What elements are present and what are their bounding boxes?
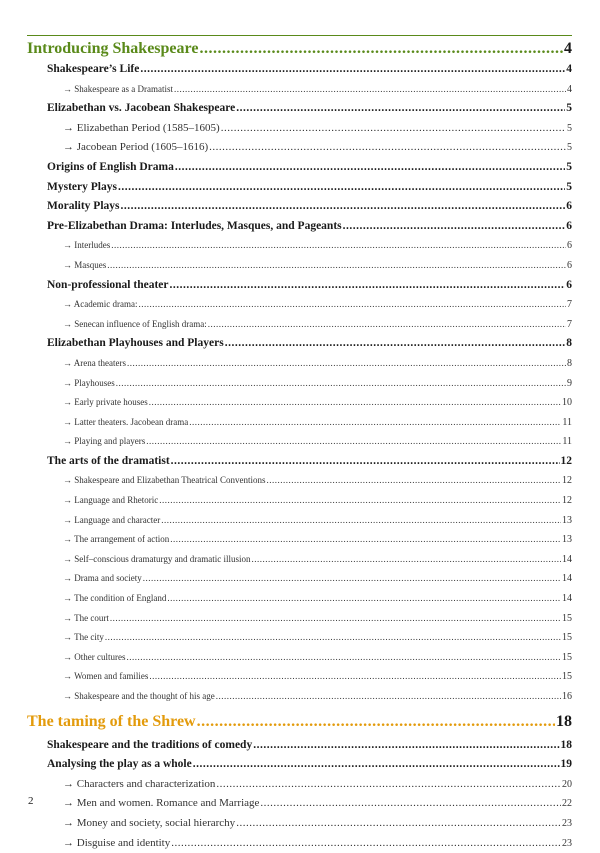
toc-subsection-entry[interactable] <box>27 569 572 589</box>
toc-entry-page: 7 <box>567 318 572 330</box>
page-number: 2 <box>28 795 34 807</box>
toc-entry-title: → Men and women. Romance and Marriage <box>63 797 260 810</box>
toc-entry-title: → Language and character <box>63 514 161 525</box>
toc-entry-page: 4 <box>564 40 572 57</box>
dot-leader <box>225 334 566 354</box>
toc-subsection-entry[interactable] <box>27 834 572 853</box>
toc-entry-page: 15 <box>562 671 572 683</box>
dot-leader <box>110 609 561 629</box>
toc-entry-title: → Playing and players <box>63 436 146 447</box>
toc-entry-title: → The city <box>63 632 104 643</box>
toc-subsection-entry[interactable] <box>27 530 572 550</box>
dot-leader <box>143 569 561 589</box>
toc-entry-title: → Senecan influence of English drama: <box>63 318 207 329</box>
dot-leader <box>189 413 561 433</box>
toc-subsection-entry[interactable] <box>27 315 572 335</box>
toc-subsection-entry[interactable] <box>27 138 572 158</box>
toc-entry-page: 19 <box>560 758 572 771</box>
toc-entry-page: 20 <box>562 778 572 790</box>
toc-entry-title: → Playhouses <box>63 377 115 388</box>
toc-subsection-entry[interactable] <box>27 119 572 139</box>
toc-section-entry[interactable] <box>27 158 572 178</box>
dot-leader <box>126 648 561 668</box>
toc-entry-page: 23 <box>562 817 572 829</box>
toc-subsection-entry[interactable] <box>27 256 572 276</box>
toc-entry-title: → Other cultures <box>63 651 126 662</box>
toc-entry-page: 5 <box>566 102 572 115</box>
toc-entry-title: → Money and society, social hierarchy <box>63 816 236 829</box>
toc-entry-title: Non-professional theater <box>47 278 169 291</box>
toc-entry-page: 22 <box>562 798 572 810</box>
dot-leader <box>208 315 566 335</box>
toc-entry-page: 12 <box>560 454 572 467</box>
dot-leader <box>149 667 561 687</box>
toc-entry-title: Pre-Elizabethan Drama: Interludes, Masques, and Pageants <box>47 219 342 232</box>
dot-leader <box>216 775 561 795</box>
toc-entry-page: 6 <box>567 259 572 271</box>
dot-leader <box>209 138 566 158</box>
dot-leader <box>171 834 561 853</box>
toc-entry-page: 14 <box>562 593 572 605</box>
dot-leader <box>253 736 559 756</box>
toc-entry-page: 6 <box>566 200 572 213</box>
toc-section-entry[interactable] <box>27 334 572 354</box>
toc-entry-title: → Drama and society <box>63 573 142 584</box>
dot-leader <box>111 236 566 256</box>
toc-entry-title: Elizabethan Playhouses and Players <box>47 337 224 350</box>
toc-subsection-entry[interactable] <box>27 511 572 531</box>
toc-section-entry[interactable] <box>27 178 572 198</box>
toc-subsection-entry[interactable] <box>27 667 572 687</box>
toc-subsection-entry[interactable] <box>27 814 572 834</box>
toc-subsection-entry[interactable] <box>27 393 572 413</box>
toc-subsection-entry[interactable] <box>27 236 572 256</box>
table-of-contents <box>27 35 572 853</box>
toc-entry-title: Shakespeare’s Life <box>47 63 140 75</box>
toc-entry-page: 11 <box>562 416 572 428</box>
dot-leader <box>236 814 561 834</box>
toc-subsection-entry[interactable] <box>27 491 572 511</box>
toc-section-entry[interactable] <box>27 755 572 775</box>
toc-entry-page: 12 <box>562 475 572 487</box>
dot-leader <box>221 119 566 139</box>
toc-entry-title: → The court <box>63 612 109 623</box>
toc-entry-page: 16 <box>562 691 572 702</box>
toc-entry-page: 13 <box>562 534 572 546</box>
toc-subsection-entry[interactable] <box>27 413 572 433</box>
toc-subsection-entry[interactable] <box>27 775 572 795</box>
toc-entry-page: 14 <box>562 553 572 565</box>
toc-subsection-entry[interactable] <box>27 628 572 648</box>
dot-leader <box>236 99 565 119</box>
toc-subsection-entry[interactable] <box>27 794 572 814</box>
dot-leader <box>252 550 561 570</box>
dot-leader <box>171 452 560 472</box>
toc-entry-title: → Interludes <box>63 240 111 251</box>
toc-section-entry[interactable] <box>27 276 572 296</box>
toc-section-entry[interactable] <box>27 452 572 472</box>
dot-leader <box>105 628 561 648</box>
toc-entry-title: → Shakespeare and the thought of his age <box>63 691 215 701</box>
dot-leader <box>193 755 560 775</box>
toc-entry-title: Shakespeare and the traditions of comedy <box>47 738 253 751</box>
toc-entry-page: 15 <box>562 651 572 663</box>
toc-entry-page: 7 <box>567 299 572 311</box>
toc-entry-page: 4 <box>567 83 572 95</box>
toc-entry-title: Origins of English Drama <box>47 160 174 173</box>
dot-leader <box>159 491 561 511</box>
toc-entry-page: 15 <box>562 632 572 644</box>
dot-leader <box>107 256 566 276</box>
toc-subsection-entry[interactable] <box>27 354 572 374</box>
toc-entry-page: 11 <box>562 436 572 448</box>
toc-entry-title: Analysing the play as a whole <box>47 758 192 771</box>
toc-section-entry[interactable] <box>27 99 572 119</box>
toc-entry-page: 5 <box>566 180 572 193</box>
toc-entry-title: → Early private houses <box>63 397 148 408</box>
toc-entry-title: → Self–conscious dramaturgy and dramatic illusion <box>63 553 251 564</box>
toc-subsection-entry[interactable] <box>27 80 572 100</box>
toc-subsection-entry[interactable] <box>27 589 572 609</box>
toc-section-entry[interactable] <box>27 217 572 237</box>
toc-entry-title: → Latter theaters. Jacobean drama <box>63 416 189 427</box>
dot-leader <box>170 276 566 296</box>
toc-subsection-entry[interactable] <box>27 374 572 394</box>
toc-entry-page: 6 <box>566 219 572 232</box>
toc-entry-title: Morality Plays <box>47 200 120 213</box>
toc-chapter-entry[interactable] <box>27 35 572 60</box>
toc-entry-page: 8 <box>566 337 572 350</box>
toc-entry-page: 5 <box>566 160 572 173</box>
toc-subsection-entry[interactable] <box>27 648 572 668</box>
toc-section-entry[interactable] <box>27 60 572 80</box>
toc-entry-page: 12 <box>562 495 572 507</box>
dot-leader <box>161 511 561 531</box>
toc-entry-title: → Disguise and identity <box>63 836 171 849</box>
dot-leader <box>138 295 566 315</box>
toc-entry-title: The arts of the dramatist <box>47 454 170 467</box>
toc-entry-title: → Language and Rhetoric <box>63 495 159 506</box>
toc-entry-title: → Elizabethan Period (1585–1605) <box>63 121 220 134</box>
toc-entry-title: → Shakespeare and Elizabethan Theatrical Conventions <box>63 475 266 486</box>
dot-leader <box>343 217 566 237</box>
toc-entry-page: 23 <box>562 837 572 849</box>
toc-entry-page: 8 <box>567 357 572 369</box>
dot-leader <box>118 178 565 198</box>
toc-subsection-entry[interactable] <box>27 295 572 315</box>
toc-entry-page: 15 <box>562 612 572 624</box>
toc-entry-page: 18 <box>556 712 572 730</box>
dot-leader <box>140 60 565 80</box>
toc-subsection-entry[interactable] <box>27 609 572 629</box>
toc-entry-title: → The arrangement of action <box>63 534 170 545</box>
toc-entry-page: 5 <box>567 122 572 134</box>
toc-subsection-entry[interactable] <box>27 687 572 707</box>
toc-entry-page: 13 <box>562 514 572 526</box>
dot-leader <box>174 80 566 100</box>
dot-leader <box>267 471 561 491</box>
dot-leader <box>149 393 561 413</box>
dot-leader <box>175 158 565 178</box>
dot-leader <box>216 687 561 707</box>
toc-entry-page: 14 <box>562 573 572 585</box>
toc-subsection-entry[interactable] <box>27 550 572 570</box>
toc-entry-title: → Arena theaters <box>63 357 126 368</box>
dot-leader <box>199 40 563 58</box>
toc-section-entry[interactable] <box>27 736 572 756</box>
dot-leader <box>167 589 561 609</box>
toc-section-entry[interactable] <box>27 197 572 217</box>
dot-leader <box>170 530 561 550</box>
toc-subsection-entry[interactable] <box>27 471 572 491</box>
dot-leader <box>197 713 555 731</box>
toc-entry-title: → Jacobean Period (1605–1616) <box>63 141 209 154</box>
toc-entry-page: 4 <box>566 63 572 75</box>
toc-entry-page: 6 <box>567 240 572 252</box>
toc-entry-title: → Academic drama: <box>63 299 138 310</box>
dot-leader <box>116 374 566 394</box>
toc-entry-title: The taming of the Shrew <box>27 712 196 730</box>
toc-entry-title: → Shakespeare as a Dramatist <box>63 83 173 94</box>
toc-entry-page: 5 <box>567 142 572 154</box>
toc-entry-title: Elizabethan vs. Jacobean Shakespeare <box>47 102 236 115</box>
toc-entry-title: → Women and families <box>63 671 149 682</box>
toc-entry-page: 6 <box>566 278 572 291</box>
toc-entry-title: → Characters and characterization <box>63 777 216 790</box>
dot-leader <box>121 197 566 217</box>
toc-entry-title: → The condition of England <box>63 593 167 604</box>
dot-leader <box>146 432 561 452</box>
dot-leader <box>260 794 561 814</box>
toc-entry-title: Mystery Plays <box>47 180 117 193</box>
toc-subsection-entry[interactable] <box>27 432 572 452</box>
toc-entry-page: 10 <box>562 397 572 409</box>
toc-entry-title: → Masques <box>63 259 107 270</box>
toc-entry-page: 9 <box>567 377 572 389</box>
toc-entry-page: 18 <box>560 738 572 751</box>
toc-entry-title: Introducing Shakespeare <box>27 40 199 57</box>
dot-leader <box>127 354 566 374</box>
toc-chapter-entry[interactable] <box>27 713 572 736</box>
